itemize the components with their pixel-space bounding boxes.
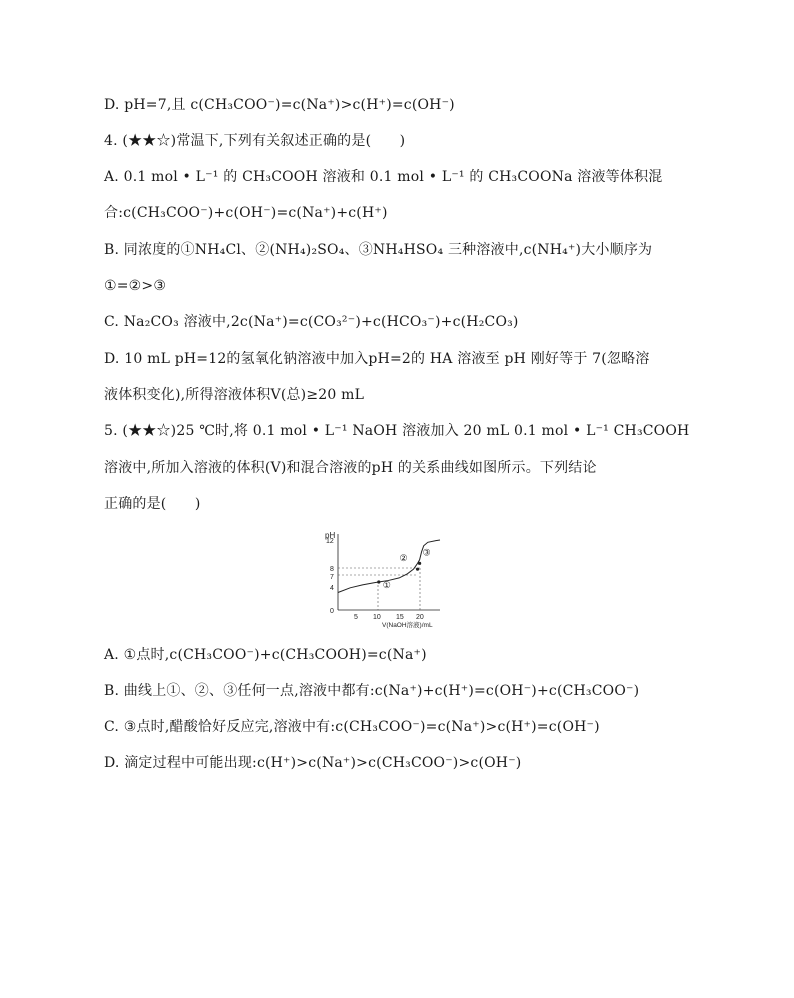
question-4-title: 4. (★★☆)常温下,下列有关叙述正确的是( ) xyxy=(104,133,406,149)
curve-point-label-1: ① xyxy=(382,580,391,590)
q5-option-a: A. ①点时,c(CH₃COO⁻)+c(CH₃COOH)=c(Na⁺) xyxy=(104,647,427,663)
q4-option-a-line1: A. 0.1 mol • L⁻¹ 的 CH₃COOH 溶液和 0.1 mol • L⁻¹ 的 CH₃COONa 溶液等体积混 xyxy=(104,169,663,185)
question-5-line2: 溶液中,所加入溶液的体积(V)和混合溶液的pH 的关系曲线如图所示。下列结论 xyxy=(104,460,597,476)
q4-option-c: C. Na₂CO₃ 溶液中,2c(Na⁺)=c(CO₃²⁻)+c(HCO₃⁻)+c(H₂CO₃) xyxy=(104,314,519,330)
q5-option-d: D. 滴定过程中可能出现:c(H⁺)>c(Na⁺)>c(CH₃COO⁻)>c(OH⁻) xyxy=(104,755,522,771)
curve-point-label-2: ② xyxy=(399,553,408,564)
q4-option-a-line2: 合:c(CH₃COO⁻)+c(OH⁻)=c(Na⁺)+c(H⁺) xyxy=(104,205,388,221)
line-1: D. pH=7,且 c(CH₃COO⁻)=c(Na⁺)>c(H⁺)=c(OH⁻) xyxy=(104,97,455,113)
q4-option-d-line1: D. 10 mL pH=12的氢氧化钠溶液中加入pH=2的 HA 溶液至 pH 刚好等于 7(忽略溶 xyxy=(104,351,650,367)
x-tick-15: 15 xyxy=(396,614,404,621)
y-tick-0: 0 xyxy=(330,608,334,615)
y-tick-8: 8 xyxy=(330,566,334,573)
q4-option-d-line2: 液体积变化),所得溶液体积V(总)≥20 mL xyxy=(104,387,365,403)
y-tick-12: 12 xyxy=(326,538,334,545)
x-tick-20: 20 xyxy=(416,614,424,621)
question-5-line1: 5. (★★☆)25 ℃时,将 0.1 mol • L⁻¹ NaOH 溶液加入 20 mL 0.1 mol • L⁻¹ CH₃COOH xyxy=(104,423,690,439)
x-tick-10: 10 xyxy=(373,614,381,621)
curve-point-3 xyxy=(418,562,421,565)
y-tick-7: 7 xyxy=(330,574,334,581)
q4-option-b-line2: ①=②>③ xyxy=(104,278,167,294)
curve-point-label-3: ③ xyxy=(422,547,431,558)
y-axis-label: pH xyxy=(325,531,336,540)
question-5-line3: 正确的是( ) xyxy=(104,496,201,512)
curve-point-2 xyxy=(416,568,419,571)
y-tick-4: 4 xyxy=(330,585,334,592)
ph-titration-chart xyxy=(322,528,474,630)
x-axis-label: V(NaOH溶液)/mL xyxy=(382,622,433,629)
q4-option-b-line1: B. 同浓度的①NH₄Cl、②(NH₄)₂SO₄、③NH₄HSO₄ 三种溶液中,c(NH₄⁺)大小顺序为 xyxy=(104,242,653,258)
curve-point-1 xyxy=(377,580,380,583)
q5-option-c: C. ③点时,醋酸恰好反应完,溶液中有:c(CH₃COO⁻)=c(Na⁺)>c(H⁺)=c(OH⁻) xyxy=(104,719,600,735)
q5-option-b: B. 曲线上①、②、③任何一点,溶液中都有:c(Na⁺)+c(H⁺)=c(OH⁻)+c(CH₃COO⁻) xyxy=(104,683,640,699)
x-tick-5: 5 xyxy=(354,614,358,621)
